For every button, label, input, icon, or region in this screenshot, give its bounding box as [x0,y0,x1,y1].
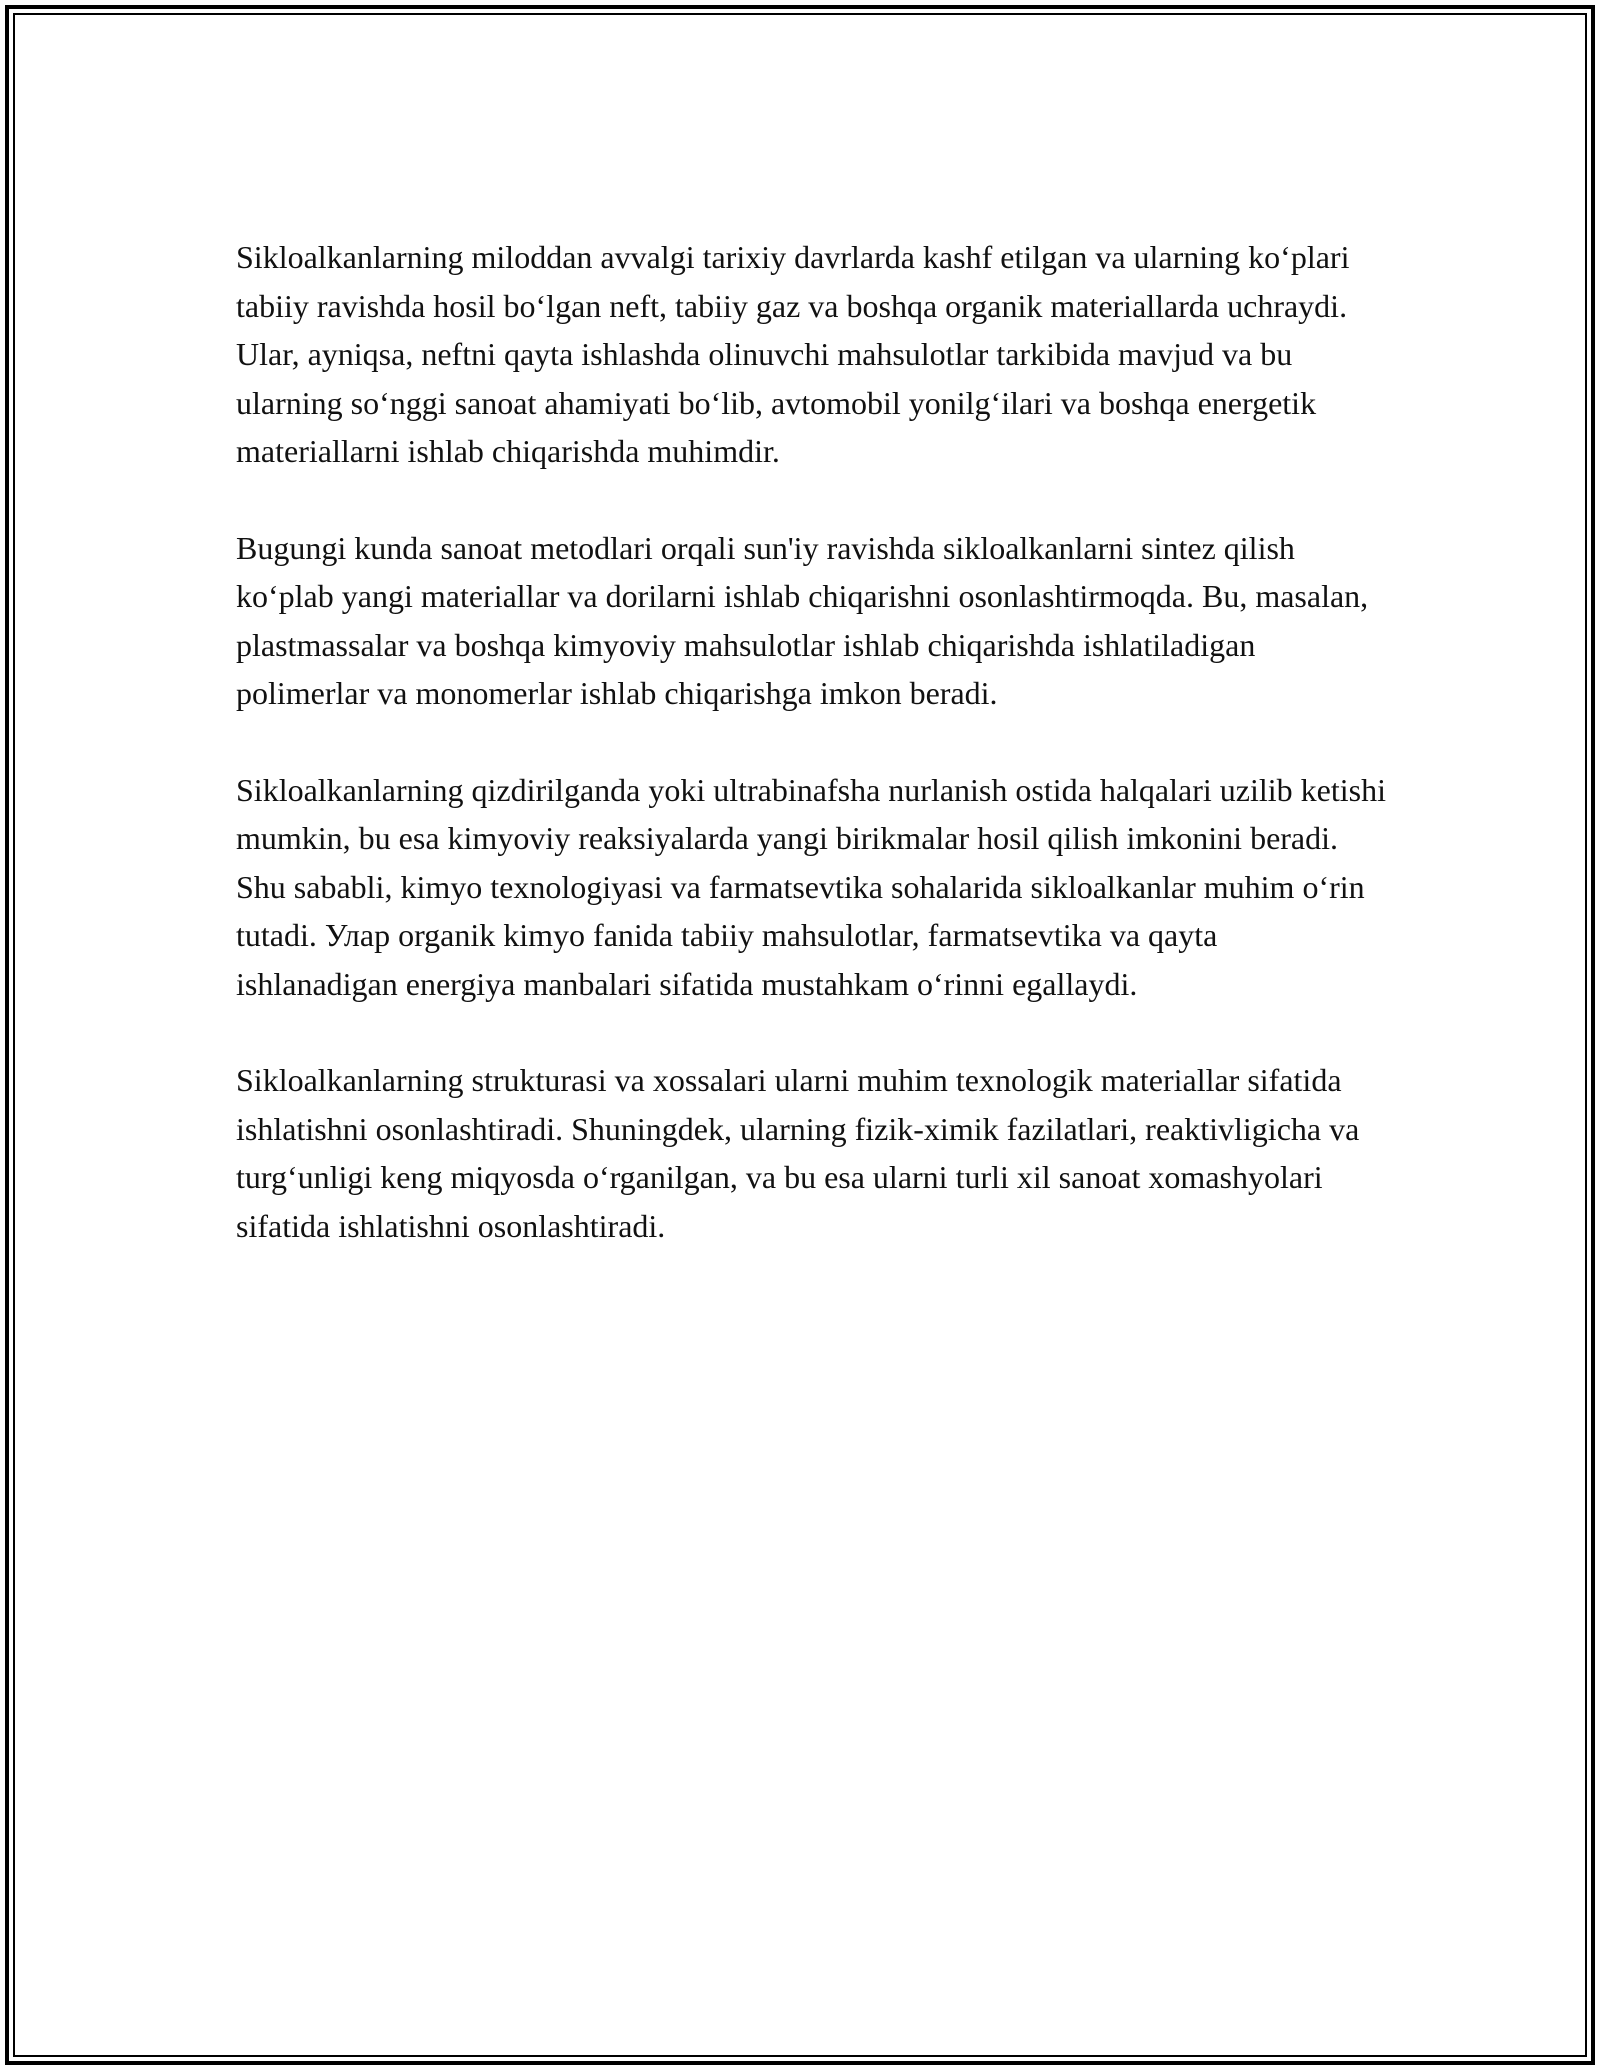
paragraph-1: Sikloalkanlarning miloddan avvalgi tarixiy davrlarda kashf etilgan va ularning ko‘plari tabiiy ravishda hosil bo‘lgan neft, tabiiy gaz va boshqa organik materiallarda uchraydi. Ular, ayniqsa, neftni qayta ishlashda olinuvchi mahsulotlar tarkibida mavjud va bu ularning so‘nggi sanoat ahamiyati bo‘lib, avtomobil yonilg‘ilari va boshqa energetik materiallarni ishlab chiqarishda muhimdir. [236,239,1350,469]
paragraph-3: Sikloalkanlarning qizdirilganda yoki ultrabinafsha nurlanish ostida halqalari uzilib ketishi mumkin, bu esa kimyoviy reaksiyalarda yangi birikmalar hosil qilish imkonini beradi. Shu sababli, kimyo texnologiyasi va farmatsevtika sohalarida sikloalkanlar muhim o‘rin tutadi. Улар organik kimyo fanida tabiiy mahsulotlar, farmatsevtika va qayta ishlanadigan energiya manbalari sifatida mustahkam o‘rinni egallaydi. [236,771,1386,1002]
paragraph-4: Sikloalkanlarning strukturasi va xossalari ularni muhim texnologik materiallar sifatida ishlatishni osonlashtiradi. Shuningdek, ularning fizik-ximik fazilatlari, reaktivligicha va turg‘unligi keng miqyosda o‘rganilgan, va bu esa ularni turli xil sanoat xomashyolari sifatida ishlatishni osonlashtiradi. [236,1062,1360,1244]
document-body [236,233,1386,1298]
paragraph-2: Bugungi kunda sanoat metodlari orqali sun'iy ravishda sikloalkanlarni sintez qilish ko‘plab yangi materiallar va dorilarni ishlab chiqarishni osonlashtirmoqda. Bu, masalan, plastmassalar va boshqa kimyoviy mahsulotlar ishlab chiqarishda ishlatiladigan polimerlar va monomerlar ishlab chiqarishga imkon beradi. [236,529,1369,711]
